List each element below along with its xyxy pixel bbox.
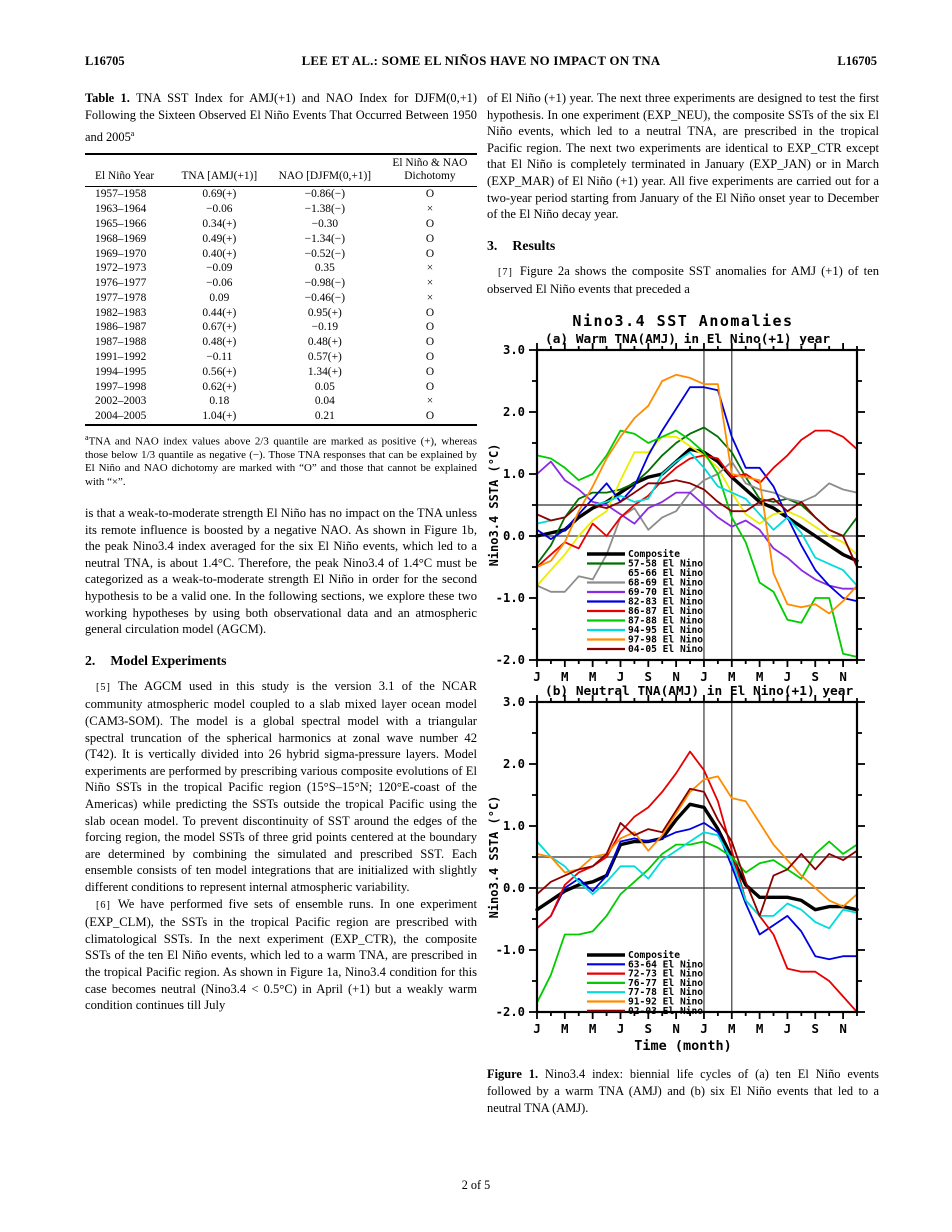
table-cell: O [425, 351, 435, 364]
table-cell: × [426, 203, 434, 216]
nino34-chart-neutral-tna [487, 684, 877, 1036]
table-cell: 1991–1992 [95, 351, 147, 364]
right-column [487, 90, 879, 1129]
table-cell: × [426, 395, 434, 408]
table-row [85, 306, 477, 321]
table-cell: O [425, 247, 435, 260]
svg-text:04-05 El Nino: 04-05 El Nino [628, 643, 704, 655]
table-cell: 0.09 [209, 291, 230, 304]
table-row [85, 350, 477, 365]
table-cell: 0.49(+) [202, 232, 237, 245]
table-row [85, 409, 477, 425]
table-1-body [85, 187, 477, 425]
table-1-head [85, 154, 477, 187]
svg-text:M: M [561, 1020, 569, 1036]
table-footnote [85, 431, 477, 489]
table-column-header: El Niño Year [85, 154, 172, 187]
table-column-header: El Niño & NAO Dichotomy [383, 154, 477, 187]
table-cell: 1957–1958 [95, 188, 147, 201]
figure-caption-label: Figure 1. [487, 1066, 539, 1081]
svg-text:02-03 El Nino: 02-03 El Nino [628, 1005, 704, 1017]
svg-text:Nino3.4 SSTA (°C): Nino3.4 SSTA (°C) [487, 795, 501, 919]
svg-text:S: S [811, 668, 820, 684]
svg-text:-1.0: -1.0 [495, 591, 525, 606]
table-cell: O [425, 232, 435, 245]
table-row [85, 261, 477, 276]
svg-text:72-73 El Nino: 72-73 El Nino [628, 968, 704, 980]
table-cell: 0.35 [314, 262, 335, 275]
table-row [85, 187, 477, 202]
table-cell: −0.06 [206, 203, 233, 216]
table-cell: −0.06 [206, 277, 233, 290]
table-row [85, 320, 477, 335]
table-cell: O [425, 380, 435, 393]
table-cell: 0.05 [314, 380, 335, 393]
table-cell: 2004–2005 [95, 410, 147, 423]
table-cell: −0.19 [311, 321, 339, 334]
table-row [85, 202, 477, 217]
table-column-header: NAO [DJFM(0,+1)] [267, 154, 383, 187]
svg-text:-1.0: -1.0 [495, 943, 525, 958]
paragraph-5 [85, 678, 477, 896]
paragraph-5-marker: [5] [96, 681, 111, 693]
table-cell: 0.48(+) [202, 336, 237, 349]
header-citation-right: L16705 [837, 54, 877, 68]
table-cell: −0.52(−) [304, 247, 346, 260]
table-header-row [85, 154, 477, 187]
table-cell: 0.67(+) [202, 321, 237, 334]
table-cell: 1965–1966 [95, 218, 147, 230]
svg-text:M: M [728, 668, 736, 684]
svg-text:N: N [672, 1020, 680, 1036]
table-row [85, 365, 477, 380]
table-cell: −0.46(−) [304, 291, 346, 304]
table-caption-text: TNA SST Index for AMJ(+1) and NAO Index for DJFM(0,+1) Following the Sixteen Observed El Niño Events That Occurred Between 1950 and 2005 [85, 91, 477, 144]
page-number: 2 of 5 [461, 1178, 491, 1192]
svg-text:J: J [616, 668, 625, 684]
svg-text:N: N [672, 668, 680, 684]
table-row [85, 394, 477, 409]
paragraph-6-marker: [6] [96, 899, 111, 911]
table-cell: 1968–1969 [95, 232, 147, 245]
svg-text:J: J [700, 668, 708, 684]
svg-text:M: M [588, 668, 597, 684]
section-3-title: Results [512, 237, 556, 253]
table-cell: 1.34(+) [307, 365, 342, 378]
table-cell: 1982–1983 [95, 306, 147, 319]
table-footnote-mark: a [85, 432, 89, 442]
svg-text:M: M [588, 1020, 597, 1036]
table-cell: × [426, 291, 434, 304]
header-running-title: LEE ET AL.: SOME EL NIÑOS HAVE NO IMPACT ON TNA [301, 54, 661, 68]
paragraph-5-text: The AGCM used in this study is the version 3.1 of the NCAR community atmospheric model coupled to a slab mixed layer ocean model (CAM3-SOM). The model is a global spectral model with a triangular spectral truncation of the spherical harmonics at zonal wave number 42 (T42). It is vertically divided into 26 hybrid sigma-pressure layers. Model experiments are performed by prescribing various composite evolutions of El Niño SSTs in the tropical Pacific region (15°S–15°N; 120°E-coast of the Americas) while predicting the SSTs outside the tropical Pacific using the slab ocean model. To prevent discontinuity of SST around the edges of the forcing region, the model SSTs of three grid points centered at the boundary are determined by combining the simulated and prescribed SST. Each ensemble consists of ten model integrations that are initialized with slightly different conditions to represent internal atmospheric variability. [85, 678, 477, 894]
table-row [85, 232, 477, 247]
svg-text:77-78 El Nino: 77-78 El Nino [628, 987, 704, 999]
section-3-heading [487, 238, 879, 254]
header-citation-left: L16705 [85, 54, 125, 68]
table-cell: −1.34(−) [304, 232, 346, 245]
table-caption [85, 90, 477, 146]
table-row [85, 380, 477, 395]
table-cell: −1.38(−) [304, 203, 346, 216]
svg-text:2.0: 2.0 [502, 405, 525, 420]
svg-text:63-64 El Nino: 63-64 El Nino [628, 959, 704, 971]
table-row [85, 335, 477, 350]
figure-main-title: Nino3.4 SST Anomalies [572, 311, 794, 330]
table-cell: 0.18 [209, 395, 230, 408]
table-cell: −0.30 [311, 218, 339, 230]
table-cell: 1972–1973 [95, 262, 147, 275]
svg-text:3.0: 3.0 [502, 695, 525, 710]
svg-text:Composite: Composite [628, 949, 680, 961]
table-cell: −0.86(−) [304, 188, 346, 201]
table-cell: −0.98(−) [304, 277, 346, 290]
svg-text:68-69 El Nino: 68-69 El Nino [628, 577, 704, 589]
svg-text:S: S [644, 1020, 653, 1036]
svg-text:69-70 El Nino: 69-70 El Nino [628, 586, 704, 598]
table-cell: 0.34(+) [202, 218, 237, 230]
figure-caption [487, 1066, 879, 1116]
table-cell: 0.48(+) [307, 336, 342, 349]
page-header [85, 54, 877, 69]
section-2-heading [85, 653, 477, 669]
svg-text:M: M [755, 1020, 764, 1036]
table-cell: 0.44(+) [202, 306, 237, 319]
table-cell: × [426, 262, 434, 275]
table-cell: 1986–1987 [95, 321, 147, 334]
section-2-title: Model Experiments [110, 652, 227, 668]
svg-text:(b) Neutral TNA(AMJ) in El Nin: (b) Neutral TNA(AMJ) in El Nino(+1) year [545, 683, 854, 699]
nino34-chart-warm-tna [487, 332, 877, 684]
svg-text:M: M [561, 668, 569, 684]
table-1 [85, 153, 477, 426]
table-cell: O [425, 321, 435, 334]
svg-text:57-58 El Nino: 57-58 El Nino [628, 558, 704, 570]
table-cell: 1987–1988 [95, 336, 147, 349]
svg-text:Composite: Composite [628, 548, 680, 560]
svg-text:86-87 El Nino: 86-87 El Nino [628, 605, 704, 617]
svg-text:76-77 El Nino: 76-77 El Nino [628, 977, 704, 989]
paragraph-6-text: We have performed five sets of ensemble runs. In one experiment (EXP_CLM), the SSTs in the tropical Pacific region are prescribed with climatological SSTs. In the next experiment (EXP_CTR), the composite SSTs of the ten El Niño events, which led to a warm TNA, are prescribed in the tropical Pacific region. As shown in Figure 1a, Nino3.4 condition for this case becomes neutral (Nino3.4 < 0.5°C) in April (+1) but a weakly warm condition continues till July [85, 896, 477, 1013]
paragraph-7-marker: [7] [498, 266, 513, 278]
svg-text:J: J [700, 1020, 708, 1036]
paragraph-continuation-right: of El Niño (+1) year. The next three experiments are designed to test the first hypothesis. In one experiment (EXP_NEU), the composite SSTs of the six El Niño events, which led to a neutral TNA, are prescribed in the tropical Pacific region. The next two experiments are identical to EXP_CTR except that El Niño is completely terminated in January (EXP_JAN) or in March (EXP_MAR) of El Niño (+1) year. All five experiments are carried out for a two-year period starting from January of the El Niño onset year to December of the El Niño decay year. [487, 91, 879, 222]
svg-text:N: N [839, 668, 847, 684]
svg-text:J: J [783, 668, 792, 684]
table-cell: × [426, 277, 434, 290]
svg-text:87-88 El Nino: 87-88 El Nino [628, 615, 704, 627]
table-cell: 0.62(+) [202, 380, 237, 393]
svg-text:M: M [755, 668, 764, 684]
section-3-number: 3. [487, 237, 498, 253]
table-column-header: TNA [AMJ(+1)] [172, 154, 267, 187]
svg-text:S: S [644, 668, 653, 684]
table-cell: O [425, 306, 435, 319]
table-cell: 0.40(+) [202, 247, 237, 260]
svg-text:82-83 El Nino: 82-83 El Nino [628, 596, 704, 608]
figure-x-axis-label: Time (month) [634, 1037, 732, 1054]
section-2-number: 2. [85, 652, 96, 668]
paragraph-7-text: Figure 2a shows the composite SST anomalies for AMJ (+1) of ten observed El Niño events that preceded a [487, 263, 879, 297]
table-cell: 1997–1998 [95, 380, 147, 393]
svg-text:3.0: 3.0 [502, 343, 525, 358]
svg-text:Nino3.4 SSTA (°C): Nino3.4 SSTA (°C) [487, 443, 501, 567]
svg-text:65-66 El Nino: 65-66 El Nino [628, 567, 704, 579]
svg-text:S: S [811, 1020, 820, 1036]
paragraph-continuation-left: is that a weak-to-moderate strength El Niño has no impact on the TNA unless its remote influence is boosted by a negative NAO. As shown in Figure 1b, the peak Nino3.4 index averaged for the six El Niño events, which led to a neutral TNA, is about 1.4°C. Therefore, the peak Nino3.4 of 1.4°C must be categorized as a weak-to-moderate strength El Niño in order for the second hypothesis to be a valid one. In the following sections, we explore these two working hypotheses by using both observational data and an atmospheric general circulation model (AGCM). [85, 506, 477, 637]
left-column [85, 90, 477, 1014]
table-cell: 0.95(+) [307, 306, 342, 319]
table-cell: 0.57(+) [307, 351, 342, 364]
table-cell: 0.21 [314, 410, 335, 423]
table-cell: 0.56(+) [202, 365, 237, 378]
svg-text:0.0: 0.0 [502, 881, 525, 896]
svg-text:M: M [728, 1020, 736, 1036]
svg-text:J: J [783, 1020, 792, 1036]
svg-text:-2.0: -2.0 [495, 1005, 525, 1020]
table-cell: 0.04 [314, 395, 335, 408]
table-cell: 0.69(+) [202, 188, 237, 201]
table-cell: 1.04(+) [202, 410, 237, 423]
table-cell: O [425, 218, 435, 230]
figure-caption-text: Nino3.4 index: biennial life cycles of (a) ten El Niño events followed by a warm TNA (AMJ) and (b) six El Niño events that led to a neutral TNA (AMJ). [487, 1066, 879, 1115]
svg-text:J: J [533, 668, 541, 684]
table-cell: 1994–1995 [95, 365, 147, 378]
table-cell: O [425, 410, 435, 423]
svg-text:J: J [616, 1020, 625, 1036]
table-cell: 1977–1978 [95, 291, 147, 304]
svg-text:97-98 El Nino: 97-98 El Nino [628, 634, 704, 646]
table-cell: 2002–2003 [95, 395, 147, 408]
table-cell: 1963–1964 [95, 203, 147, 216]
paragraph-6 [85, 896, 477, 1014]
table-cell: 1976–1977 [95, 277, 147, 290]
paragraph-7 [487, 263, 879, 298]
svg-text:J: J [533, 1020, 541, 1036]
svg-text:94-95 El Nino: 94-95 El Nino [628, 624, 704, 636]
table-caption-footnote-mark: a [130, 128, 135, 138]
table-row [85, 291, 477, 306]
svg-text:(a) Warm TNA(AMJ) in El Nino(+: (a) Warm TNA(AMJ) in El Nino(+1) year [545, 331, 831, 347]
svg-text:N: N [839, 1020, 847, 1036]
table-footnote-text: TNA and NAO index values above 2/3 quantile are marked as positive (+), whereas those below 1/3 quantile as negative (−). Those TNA responses that can be explained by El Niño and NAO dichotomy are marked with “O” and those that cannot be explained with “×”. [85, 435, 477, 488]
svg-text:-2.0: -2.0 [495, 653, 525, 668]
svg-text:1.0: 1.0 [502, 819, 525, 834]
table-caption-label: Table 1. [85, 91, 130, 105]
svg-text:0.0: 0.0 [502, 529, 525, 544]
figure-1 [487, 312, 879, 1116]
table-row [85, 246, 477, 261]
table-cell: O [425, 336, 435, 349]
table-cell: O [425, 188, 435, 201]
table-cell: 1969–1970 [95, 247, 147, 260]
table-row [85, 217, 477, 232]
svg-text:2.0: 2.0 [502, 757, 525, 772]
table-cell: −0.09 [206, 262, 233, 275]
svg-text:91-92 El Nino: 91-92 El Nino [628, 996, 704, 1008]
table-cell: O [425, 365, 435, 378]
table-cell: −0.11 [206, 351, 233, 364]
svg-text:1.0: 1.0 [502, 467, 525, 482]
table-row [85, 276, 477, 291]
